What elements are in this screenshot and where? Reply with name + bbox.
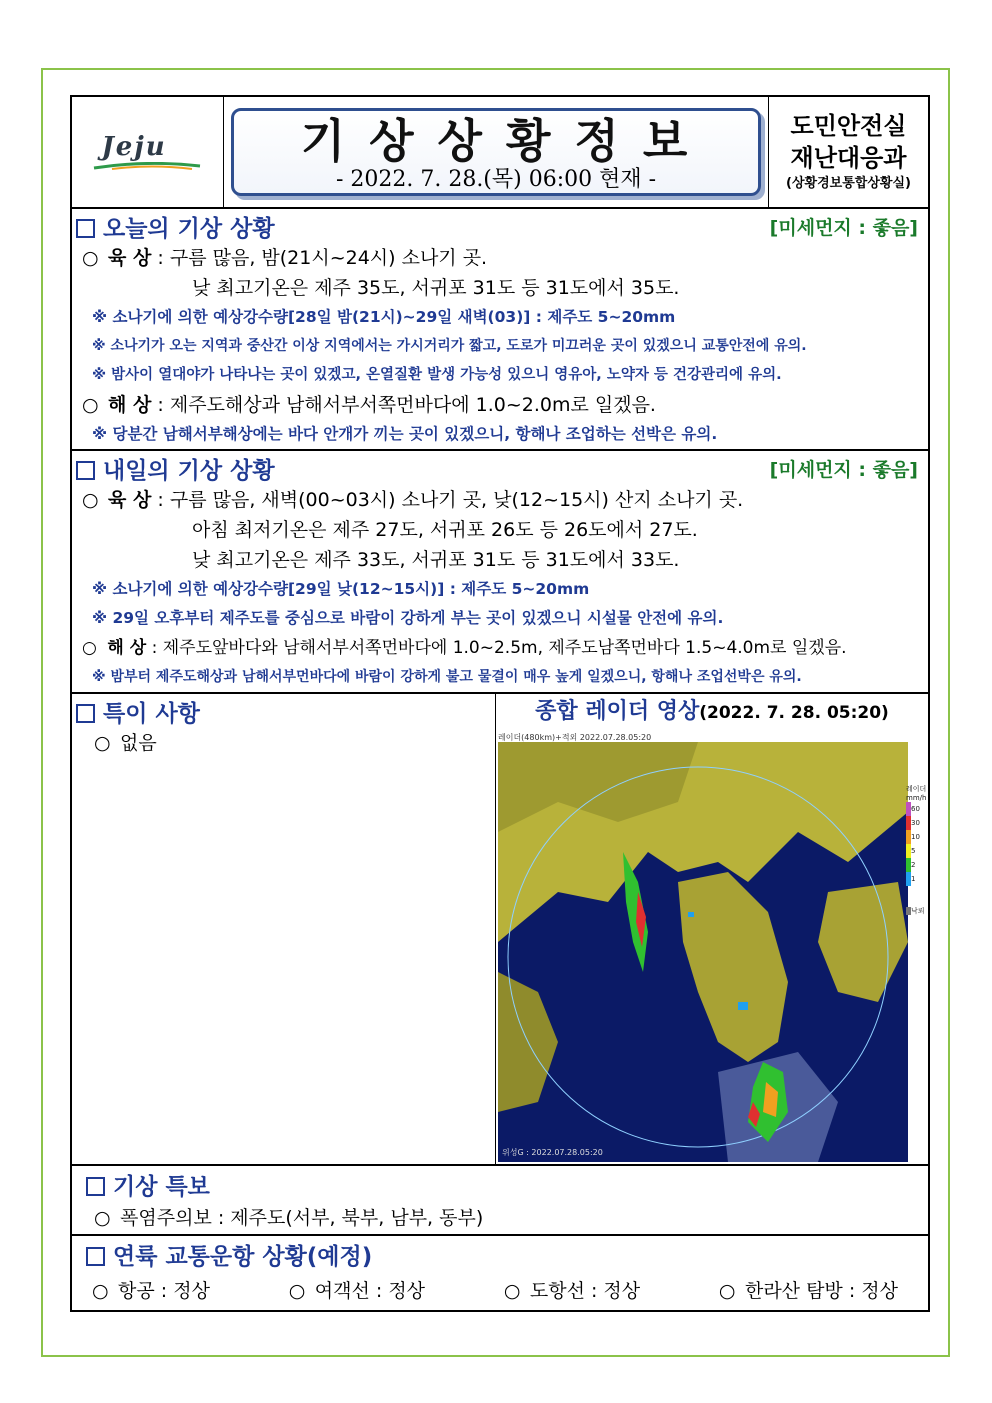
tomorrow-land-label: 육 상 [108, 489, 152, 511]
today-note-1: ※ 소나기가 오는 지역과 중산간 이상 지역에서는 가시거리가 짧고, 도로가 미끄러운 곳이 있겠으니 교통안전에 유의. [92, 338, 807, 354]
legend-tick: 1 [911, 875, 916, 883]
today-land-label: 육 상 [108, 247, 152, 269]
checkbox-square-icon [76, 219, 95, 238]
tomorrow-sea-line: ○ 해 상 : 제주도앞바다와 남해서부서쪽먼바다에 1.0~2.5m, 제주도남쪽먼바다 1.5~4.0m로 일겠음. [72, 633, 928, 663]
weather-report [70, 95, 930, 1312]
page-title: 기상상황정보 [300, 114, 712, 168]
traffic-item [504, 1272, 640, 1310]
today-dust-badge: [미세먼지 : 좋음] [769, 216, 918, 239]
circle-bullet-icon: ○ [94, 732, 111, 754]
radar-footer: 위성G : 2022.07.28.05:20 [502, 1148, 603, 1157]
report-datetime: - 2022. 7. 28.(목) 06:00 현재 - [335, 167, 657, 192]
circle-bullet-icon: ○ [718, 1280, 736, 1302]
today-sea-line: ○ 해 상 : 제주도해상과 남해서부서쪽먼바다에 1.0~2.0m로 일겠음. [72, 390, 928, 420]
radar-image [498, 742, 908, 1162]
warning-item-text: 폭염주의보 : 제주도(서부, 북부, 남부, 동부) [120, 1207, 484, 1229]
tomorrow-note-1: ※ 29일 오후부터 제주도를 중심으로 바람이 강하게 부는 곳이 있겠으니 시설물 안전에 유의. [92, 609, 724, 627]
circle-bullet-icon: ○ [92, 1280, 109, 1302]
legend-tick: 2 [911, 861, 916, 869]
circle-bullet-icon: ○ [288, 1280, 306, 1302]
special-heading: 특이 사항 [103, 700, 200, 727]
circle-bullet-icon: ○ [82, 638, 97, 658]
tomorrow-dust-badge: [미세먼지 : 좋음] [769, 458, 918, 481]
tomorrow-sea-note: ※ 밤부터 제주도해상과 남해서부먼바다에 바람이 강하게 불고 물결이 매우 높게 일겠으니, 항해나 조업선박은 유의. [92, 669, 802, 685]
today-land-line: ○ 육 상 : 구름 많음, 밤(21시~24시) 소나기 곳. [72, 243, 928, 273]
traffic-item [719, 1272, 898, 1310]
title-box [231, 108, 761, 196]
legend-title: 레이더 [906, 785, 927, 793]
report-header [72, 97, 928, 209]
tomorrow-sea-text: 제주도앞바다와 남해서부서쪽먼바다에 1.0~2.5m, 제주도남쪽먼바다 1.5~4.0m로 일겠음. [162, 638, 847, 658]
traffic-island-ferry: 도항선 : 정상 [529, 1280, 641, 1302]
circle-bullet-icon: ○ [82, 394, 99, 416]
tomorrow-note-0: ※ 소나기에 의한 예상강수량[29일 낮(12~15시)] : 제주도 5~20mm [92, 580, 590, 598]
today-sea-note: ※ 당분간 남해서부해상에는 바다 안개가 끼는 곳이 있겠으니, 항해나 조업하는 선박은 유의. [92, 425, 718, 443]
special-radar-row [72, 692, 928, 1164]
checkbox-square-icon [76, 704, 95, 723]
tomorrow-land-text-2: 낮 최고기온은 제주 33도, 서귀포 31도 등 31도에서 33도. [192, 549, 680, 571]
traffic-heading: 연륙 교통운항 상황(예정) [113, 1243, 373, 1270]
traffic-ferry: 여객선 : 정상 [314, 1280, 426, 1302]
checkbox-square-icon [86, 1177, 105, 1196]
tomorrow-section [72, 449, 928, 692]
logo-swoosh-icon [92, 162, 202, 170]
special-item-text: 없음 [120, 732, 157, 754]
today-land-text-0: 구름 많음, 밤(21시~24시) 소나기 곳. [169, 247, 488, 269]
checkbox-square-icon [76, 461, 95, 480]
today-sea-label: 해 상 [108, 394, 152, 416]
tomorrow-heading: 내일의 기상 상황 [103, 457, 275, 484]
title-cell [224, 97, 768, 207]
legend-lightning: 낙뢰 [911, 907, 925, 915]
legend-unit: mm/h [906, 794, 927, 802]
special-item [72, 728, 495, 758]
tomorrow-land-text-1: 아침 최저기온은 제주 27도, 서귀포 26도 등 26도에서 27도. [192, 519, 698, 541]
traffic-list [72, 1272, 928, 1310]
traffic-hallasan: 한라산 탐방 : 정상 [744, 1280, 898, 1302]
radar-legend [906, 784, 928, 916]
radar-time: (2022. 7. 28. 05:20) [699, 703, 889, 723]
department-cell [768, 97, 928, 207]
today-land-text-1: 낮 최고기온은 제주 35도, 서귀포 31도 등 31도에서 35도. [192, 277, 680, 299]
today-heading-row [72, 209, 928, 243]
tomorrow-heading-row [72, 451, 928, 485]
circle-bullet-icon: ○ [82, 247, 99, 269]
logo-cell [72, 97, 224, 207]
warning-item [72, 1202, 928, 1234]
radar-section [496, 694, 928, 1164]
dept-office: (상황경보통합상황실) [786, 176, 911, 191]
today-note-2: ※ 밤사이 열대야가 나타나는 곳이 있겠고, 온열질환 발생 가능성 있으니 영유아, 노약자 등 건강관리에 유의. [92, 367, 782, 383]
traffic-air: 항공 : 정상 [118, 1280, 210, 1302]
warning-heading: 기상 특보 [113, 1173, 210, 1200]
dept-name: 도민안전실 [790, 112, 907, 140]
circle-bullet-icon: ○ [503, 1280, 521, 1302]
circle-bullet-icon: ○ [82, 489, 99, 511]
dept-division: 재난대응과 [790, 144, 907, 172]
legend-tick: 5 [911, 847, 916, 855]
today-section [72, 209, 928, 449]
special-section [72, 694, 496, 1164]
radar-image-header: 레이더(480km)+적외 2022.07.28.05:20 [498, 733, 652, 742]
legend-tick: 60 [911, 805, 920, 813]
tomorrow-land-line: ○ 육 상 : 구름 많음, 새벽(00~03시) 소나기 곳, 낮(12~15시) 산지 소나기 곳. [72, 485, 928, 515]
today-sea-text: 제주도해상과 남해서부서쪽먼바다에 1.0~2.0m로 일겠음. [169, 394, 656, 416]
today-heading: 오늘의 기상 상황 [103, 215, 275, 242]
today-note-0: ※ 소나기에 의한 예상강수량[28일 밤(21시)~29일 새벽(03)] : 제주도 5~20mm [92, 308, 676, 326]
radar-title: 종합 레이더 영상 [535, 699, 700, 724]
jeju-logo [92, 132, 204, 172]
legend-tick: 30 [911, 819, 920, 827]
warning-section [72, 1164, 928, 1234]
traffic-item [92, 1272, 210, 1310]
tomorrow-land-text-0: 구름 많음, 새벽(00~03시) 소나기 곳, 낮(12~15시) 산지 소나기 곳. [169, 489, 744, 511]
traffic-section [72, 1234, 928, 1310]
checkbox-square-icon [86, 1247, 105, 1266]
logo-text: Jeju [101, 132, 167, 162]
tomorrow-sea-label: 해 상 [107, 638, 147, 658]
radar-map [498, 742, 908, 1162]
traffic-item [289, 1272, 425, 1310]
legend-tick: 10 [911, 833, 920, 841]
circle-bullet-icon: ○ [94, 1207, 111, 1229]
